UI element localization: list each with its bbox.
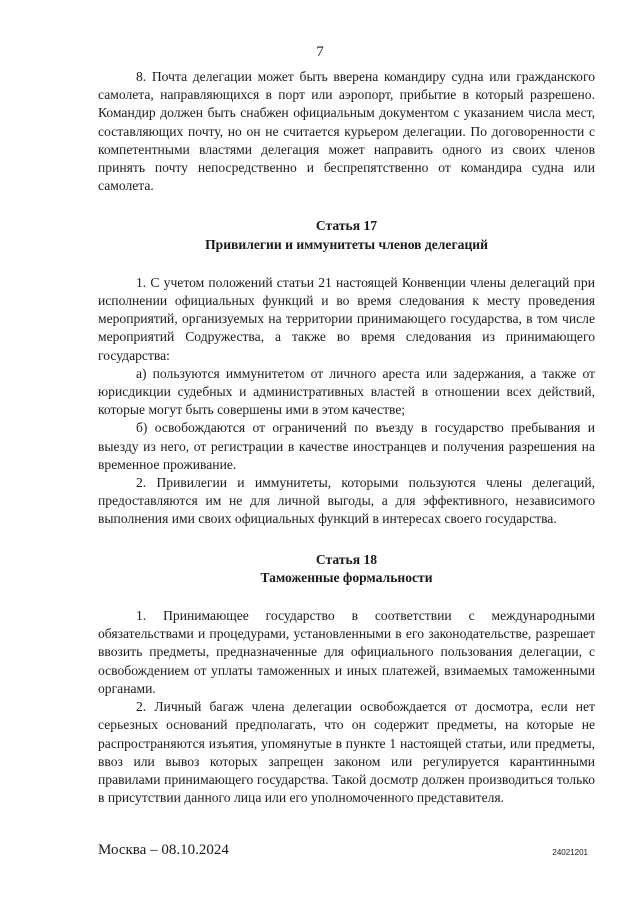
article-18-number: Статья 18 (315, 551, 378, 567)
footer-document-code: 24021201 (552, 848, 588, 857)
document-body (98, 68, 595, 807)
page-number: 7 (316, 44, 324, 60)
article-17-number: Статья 17 (315, 218, 378, 234)
article-18-paragraph: 2. Личный багаж члена делегации освобождается от досмотра, если нет серьезных оснований предполагать, что он содержит предметы, на которые не распространяются изъятия, упомянутые в пункте 1 настоящей статьи, или предметы, ввоз или вывоз которых запрещен законом или регулируется карантинными правилами принимающего государства. Такой досмотр должен производиться только в присутствии данного лица или его уполномоченного представителя. (98, 699, 595, 806)
paragraph-8: 8. Почта делегации может быть вверена командиру судна или гражданского самолета, направляющихся в порт или аэропорт, прибытие в который разрешено. Командир должен быть снабжен официальным документом с указанием числа мест, составляющих почту, но он не считается курьером делегации. По договоренности с компетентными властями делегация может направить одного из своих членов принять почту непосредственно и беспрепятственно от командира судна или самолета. (98, 69, 595, 194)
article-18 (98, 551, 595, 808)
article-17-paragraph: б) освобождаются от ограничений по въезду в государство пребывания и выезду из него, от регистрации в качестве иностранцев и получения разрешения на временное проживание. (98, 420, 595, 472)
article-18-paragraph: 1. Принимающее государство в соответствии с международными обязательствами и процедурами, установленными в его законодательстве, разрешает ввозить предметы, предназначенные для официального пользования делегации, с освобождением от уплаты таможенных и иных платежей, взимаемых таможенными органами. (98, 608, 595, 696)
article-17-paragraph: 2. Привилегии и иммунитеты, которыми пользуются члены делегаций, предоставляются им не для личной выгоды, а для эффективного, независимого выполнения ими своих официальных функций в интересах своего государства. (98, 475, 595, 527)
article-17 (98, 217, 595, 528)
footer-city-date: Москва – 08.10.2024 (98, 842, 229, 858)
article-17-paragraph: а) пользуются иммунитетом от личного ареста или задержания, а также от юрисдикции судебных и административных властей в отношении всех действий, которые могут быть совершены ими в этом качестве; (98, 365, 595, 418)
article-17-paragraph: 1. С учетом положений статьи 21 настоящей Конвенции члены делегаций при исполнении официальных функций и во время следования к месту проведения мероприятий, организуемых на территории принимающего государства, в том числе мероприятий Содружества, а также во время следования из принимающего государства: (98, 274, 595, 363)
article-17-title: Привилегии и иммунитеты членов делегаций (205, 236, 488, 252)
article-18-title: Таможенные формальности (260, 569, 433, 585)
